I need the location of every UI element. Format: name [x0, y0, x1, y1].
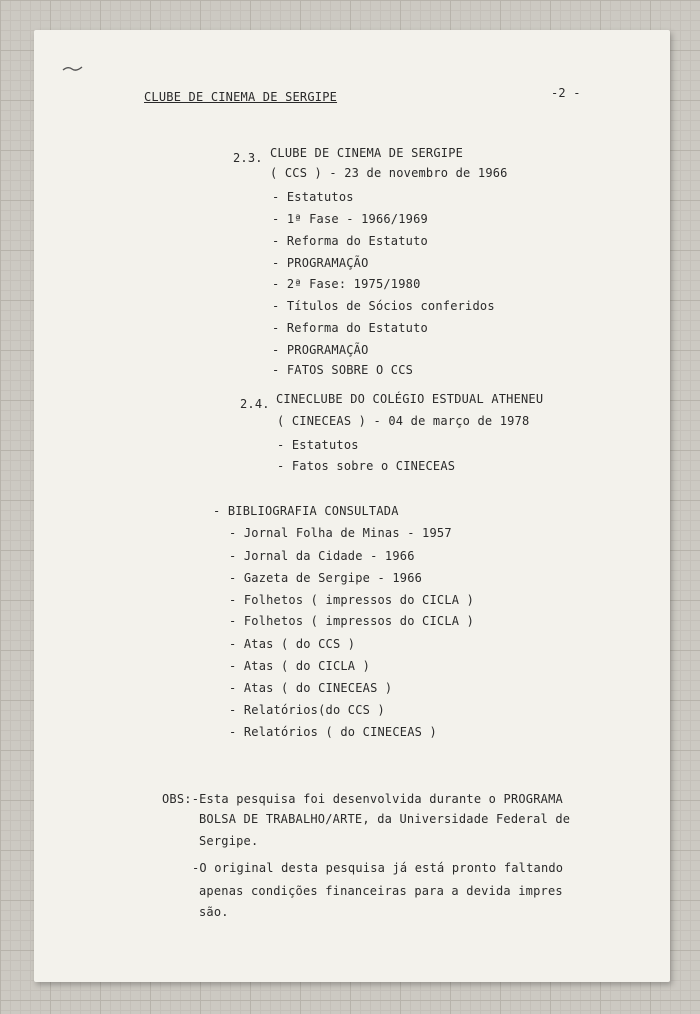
list-item: - Relatórios ( do CINECEAS ) [229, 725, 437, 739]
list-item: - Atas ( do CINECEAS ) [229, 681, 393, 695]
page-number: -2 - [551, 86, 581, 100]
section-title: CINECLUBE DO COLÉGIO ESTDUAL ATHENEU [276, 392, 544, 406]
header-title: CLUBE DE CINEMA DE SERGIPE [144, 90, 338, 104]
list-item: - FATOS SOBRE O CCS [272, 363, 414, 377]
list-item: - Estatutos [272, 190, 354, 204]
list-item: - Estatutos [277, 438, 359, 452]
list-item: - Atas ( do CCS ) [229, 637, 356, 651]
list-item: - PROGRAMAÇÃO [272, 343, 369, 357]
list-item: - Folhetos ( impressos do CICLA ) [229, 614, 475, 628]
list-item: - Jornal da Cidade - 1966 [229, 549, 415, 563]
obs-line: BOLSA DE TRABALHO/ARTE, da Universidade Federal de [199, 812, 571, 826]
list-item: - Gazeta de Sergipe - 1966 [229, 571, 423, 585]
list-item: - 1ª Fase - 1966/1969 [272, 212, 428, 226]
obs-line: -O original desta pesquisa já está pronto faltando [192, 861, 564, 875]
obs-line: Sergipe. [199, 834, 259, 848]
obs-line: são. [199, 905, 229, 919]
list-item: - Reforma do Estatuto [272, 234, 428, 248]
ink-mark [62, 64, 92, 72]
section-subtitle: ( CINECEAS ) - 04 de março de 1978 [277, 414, 530, 428]
list-item: - Relatórios(do CCS ) [229, 703, 385, 717]
list-item: - Atas ( do CICLA ) [229, 659, 371, 673]
list-item: - Folhetos ( impressos do CICLA ) [229, 593, 475, 607]
section-title: CLUBE DE CINEMA DE SERGIPE [270, 146, 464, 160]
obs-line: apenas condições financeiras para a devida impres [199, 884, 563, 898]
obs-line: OBS:-Esta pesquisa foi desenvolvida durante o PROGRAMA [162, 792, 563, 806]
bibliography-heading: - BIBLIOGRAFIA CONSULTADA [213, 504, 399, 518]
list-item: - PROGRAMAÇÃO [272, 256, 369, 270]
list-item: - Jornal Folha de Minas - 1957 [229, 526, 452, 540]
section-subtitle: ( CCS ) - 23 de novembro de 1966 [270, 166, 508, 180]
list-item: - Fatos sobre o CINECEAS [277, 459, 456, 473]
list-item: - Títulos de Sócios conferidos [272, 299, 495, 313]
section-number: 2.4. [240, 397, 270, 411]
list-item: - Reforma do Estatuto [272, 321, 428, 335]
section-number: 2.3. [233, 151, 263, 165]
list-item: - 2ª Fase: 1975/1980 [272, 277, 421, 291]
